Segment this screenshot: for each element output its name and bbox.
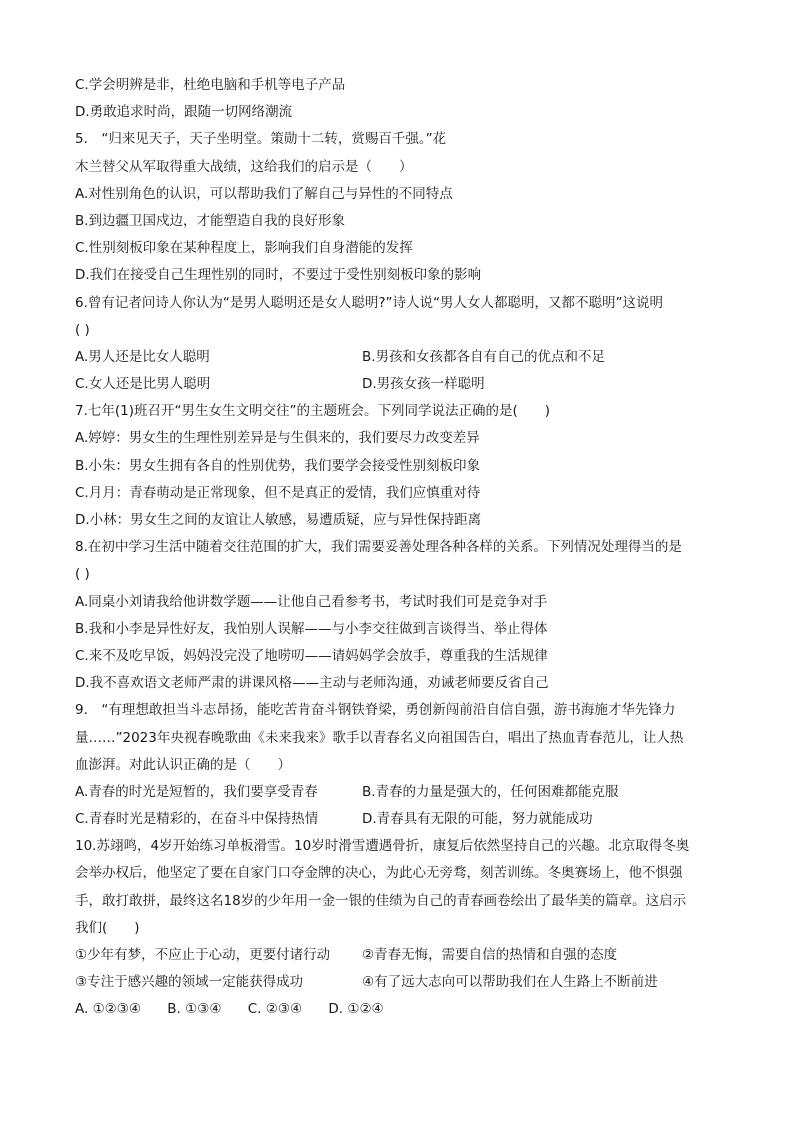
q9-stem-line-3: 血澎湃。对此认识正确的是（ ）	[75, 756, 291, 773]
q8-option-a: A.同桌小刘请我给他讲数学题——让他自己看参考书，考试时我们可是竞争对手	[75, 593, 548, 610]
q8-option-c: C.来不及吃早饭，妈妈没完没了地唠叨——请妈妈学会放手，尊重我的生活规律	[75, 647, 548, 664]
exam-page	[75, 72, 725, 1024]
q5-option-a: A.对性别角色的认识，可以帮助我们了解自己与异性的不同特点	[75, 185, 453, 202]
q9-option-a: A.青春的时光是短暂的，我们要享受青春	[75, 783, 318, 800]
q10-item-1: ①少年有梦，不应止于心动，更要付诸行动	[75, 947, 331, 963]
q10-items-row-1	[75, 942, 725, 969]
q6-options-row-1	[75, 344, 725, 371]
q6-option-b: B.男孩和女孩都各自有自己的优点和不足	[362, 348, 606, 365]
q10-option-b: B. ①③④	[167, 1001, 222, 1018]
q7-option-c: C.月月：青春萌动是正常现象，但不是真正的爱情，我们应慎重对待	[75, 484, 481, 501]
q8-stem-line-1: 8.在初中学习生活中随着交往范围的扩大，我们需要妥善处理各种各样的关系。下列情况处理得当的是	[75, 539, 682, 556]
q6-option-a: A.男人还是比女人聪明	[75, 348, 210, 365]
q5-option-b: B.到边疆卫国戍边，才能塑造自我的良好形象	[75, 212, 346, 229]
q10-option-d: D. ①②④	[328, 1001, 384, 1018]
q6-stem-line-2: ( )	[75, 321, 90, 338]
q10-item-2: ②青春无悔，需要自信的热情和自强的态度	[362, 947, 618, 963]
q4-option-d: D.勇敢追求时尚，跟随一切网络潮流	[75, 104, 293, 121]
q6-options-row-2	[75, 371, 725, 398]
q10-item-4: ④有了远大志向可以帮助我们在人生路上不断前进	[362, 974, 658, 991]
q9-option-b: B.青春的力量是强大的，任何困难都能克服	[362, 783, 619, 800]
q10-stem-line-3: 手，敢打敢拼，最终这名18岁的少年用一金一银的佳绩为自己的青春画卷绘出了最华美的篇章。这启示	[75, 892, 687, 909]
q6-option-c: C.女人还是比男人聪明	[75, 376, 211, 393]
q9-options-row-1	[75, 779, 725, 806]
q5-stem-line-2: 木兰替父从军取得重大战绩，这给我们的启示是（ ）	[75, 158, 413, 175]
q10-item-3: ③专注于感兴趣的领域一定能获得成功	[75, 974, 304, 991]
q9-option-d: D.青春具有无限的可能，努力就能成功	[362, 811, 593, 828]
q9-stem-line-2: 量……”2023年央视春晚歌曲《未来我来》歌手以青春名义向祖国告白，唱出了热血青春范儿，让人热	[75, 729, 684, 746]
q7-option-d: D.小林：男女生之间的友谊让人敏感，易遭质疑，应与异性保持距离	[75, 512, 482, 528]
q10-option-a: A. ①②③④	[75, 1001, 141, 1018]
q10-items-row-2	[75, 969, 725, 996]
q7-option-b: B.小朱：男女生拥有各自的性别优势，我们要学会接受性别刻板印象	[75, 457, 481, 474]
q6-option-d: D.男孩女孩一样聪明	[362, 376, 485, 393]
q9-option-c: C.青春时光是精彩的，在奋斗中保持热情	[75, 811, 319, 828]
q7-option-a: A.婷婷：男女生的生理性别差异是与生俱来的，我们要尽力改变差异	[75, 430, 480, 447]
q5-option-d: D.我们在接受自己生理性别的同时，不要过于受性别刻板印象的影响	[75, 267, 482, 284]
q10-option-c: C. ②③④	[247, 1001, 303, 1018]
q9-stem-line-1: 9. “有理想敢担当斗志昂扬，能吃苦肯奋斗钢铁脊梁，勇创新闯前沿自信自强，游书海施才华先锋力	[75, 702, 676, 719]
q5-stem-line-1: 5. “归来见天子，天子坐明堂。策勋十二转，赏赐百千强。”花	[75, 131, 447, 148]
q6-stem-line-1: 6.曾有记者问诗人你认为“是男人聪明还是女人聪明?”诗人说“男人女人都聪明，又都不聪明”这说明	[75, 294, 664, 311]
q10-stem-line-2: 会举办权后，他坚定了要在自家门口夺金牌的决心，为此心无旁骛，刻苦训练。冬奥赛场上，他不惧强	[75, 865, 683, 882]
q8-stem-line-2: ( )	[75, 566, 90, 583]
q8-option-b: B.我和小李是异性好友，我怕别人误解——与小李交往做到言谈得当、举止得体	[75, 620, 548, 637]
q4-option-c: C.学会明辨是非，杜绝电脑和手机等电子产品	[75, 77, 346, 93]
q9-options-row-2	[75, 806, 725, 833]
q10-stem-line-1: 10.苏翊鸣，4岁开始练习单板滑雪。10岁时滑雪遭遇骨折，康复后依然坚持自己的兴趣。北京取得冬奥	[75, 838, 690, 855]
q5-option-c: C.性别刻板印象在某种程度上，影响我们自身潜能的发挥	[75, 240, 413, 257]
q8-option-d: D.我不喜欢语文老师严肃的讲课风格——主动与老师沟通，劝诫老师要反省自己	[75, 675, 549, 692]
q7-stem-line-1: 7.七年(1)班召开“男生女生文明交往”的主题班会。下列同学说法正确的是( )	[75, 403, 551, 420]
q10-options	[75, 996, 725, 1023]
q10-stem-line-4: 我们( )	[75, 919, 140, 936]
